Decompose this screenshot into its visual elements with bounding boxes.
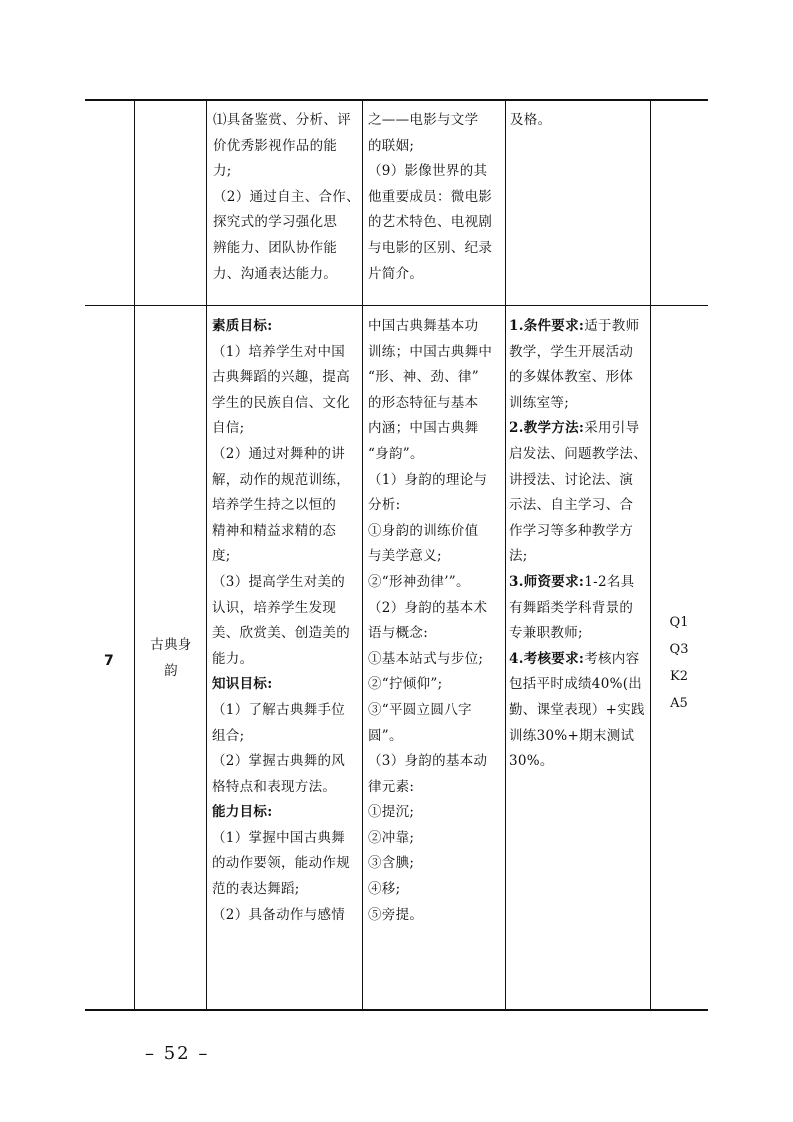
row7-requirements (509, 314, 647, 775)
content-line: ①身韵的训练价值 (368, 522, 479, 539)
objective-line: 知识目标: (212, 676, 273, 693)
requirement-heading: 1.条件要求: (509, 318, 585, 334)
content-line: 训练；中国古典舞中 (368, 343, 493, 360)
content-line: 圆”。 (368, 727, 403, 744)
requirement-line (509, 621, 647, 647)
objective-line: 培养学生持之以恒的 (212, 497, 337, 514)
content-line: （3）身韵的基本动 (368, 753, 488, 770)
objective-line: （3）提高学生对美的 (212, 573, 346, 590)
objective-line: 范的表达舞蹈; (212, 881, 300, 898)
requirement-line (509, 416, 647, 442)
objective-line: 组合; (212, 727, 245, 744)
requirement-text: 采用引导 (584, 420, 640, 437)
requirement-line (509, 519, 647, 545)
objective-line: 能力。 (212, 650, 254, 667)
content-line: ①基本站式与步位; (368, 650, 484, 667)
row-number: 7 (104, 653, 114, 669)
column-divider (134, 100, 135, 1010)
objective-line: 探究式的学习强化思 (213, 214, 338, 231)
content-line: 语与概念: (368, 625, 429, 642)
objective-line: 力、沟通表达能力。 (213, 265, 338, 282)
objective-line: （2）具备动作与感情 (212, 906, 346, 923)
requirement-heading: 3.师资要求: (509, 573, 585, 590)
course-name (141, 633, 201, 684)
requirement-line (509, 391, 647, 417)
objective-line: 度; (212, 548, 231, 565)
requirement-text: 1-2名具 (584, 573, 635, 590)
row-divider (85, 305, 708, 306)
content-line: ②“拧倾仰”; (368, 676, 443, 693)
requirement-text: 勤、课堂表现）+实践 (509, 701, 645, 718)
course-name-line: 古典身 (150, 637, 192, 653)
objective-line: 能力目标: (212, 804, 273, 821)
content-line: “身韵”。 (368, 445, 424, 462)
content-line: ①提沉; (368, 804, 415, 821)
requirement-line (509, 749, 647, 775)
objective-line: 古典舞蹈的兴趣，提高 (212, 369, 350, 386)
requirement-line (509, 570, 647, 596)
requirement-text: 的多媒体教室、形体 (509, 369, 634, 386)
requirement-text: 作学习等多种教学方 (509, 522, 634, 539)
requirement-text: 训练30%+期末测试 (509, 727, 635, 744)
content-line: 中国古典舞基本功 (368, 318, 479, 334)
content-line: 的形态特征与基本 (368, 394, 479, 411)
requirement-text: 30%。 (509, 753, 554, 770)
content-line: （9）影像世界的其 (368, 163, 488, 180)
competency-code: Q3 (669, 642, 689, 657)
competency-code: K2 (670, 669, 688, 684)
requirement-text: 教学，学生开展活动 (509, 343, 634, 360)
content-line: 分析: (368, 497, 401, 514)
content-line: 之——电影与文学 (368, 112, 479, 128)
objective-line: 解，动作的规范训练， (212, 471, 350, 488)
content-line: 片简介。 (368, 265, 424, 282)
objective-line: （1）掌握中国古典舞 (212, 829, 346, 846)
content-line: “形、神、劲、律” (368, 369, 480, 386)
course-name-line: 韵 (164, 662, 178, 679)
objective-line: ⑴具备鉴赏、分析、评 (213, 112, 351, 128)
content-line: （2）身韵的基本术 (368, 599, 488, 616)
requirement-text: 启发法、问题教学法、 (509, 445, 647, 462)
requirement-line (509, 340, 647, 366)
requirement-line (509, 442, 647, 468)
column-divider (362, 100, 363, 1010)
content-line: 的联姻; (368, 137, 415, 154)
objective-line: （1）培养学生对中国 (212, 343, 346, 360)
content-line: 与电影的区别、纪录 (368, 239, 493, 256)
requirement-line (509, 698, 647, 724)
competency-code: Q1 (669, 615, 689, 630)
objective-line: （1）了解古典舞手位 (212, 701, 346, 718)
requirement-line (509, 365, 647, 391)
top-row-objectives (213, 108, 360, 287)
objective-line: 价优秀影视作品的能 (213, 137, 338, 154)
row7-objectives (212, 314, 350, 928)
requirement-text: 适于教师 (584, 318, 640, 334)
column-divider (206, 100, 207, 1010)
content-line: （1）身韵的理论与 (368, 471, 488, 488)
objective-line: （2）通过对舞种的讲 (212, 445, 346, 462)
requirement-heading: 2.教学方法: (509, 420, 585, 437)
objective-line: （2）掌握古典舞的风 (212, 753, 346, 770)
competency-code: A5 (670, 696, 688, 711)
content-line: ③“平圆立圆八字 (368, 701, 472, 718)
table-top-rule (85, 99, 708, 101)
content-line: 的艺术特色、电视剧 (368, 214, 493, 231)
requirement-text: 讲授法、讨论法、演 (509, 471, 634, 488)
requirement-text: 有舞蹈类学科背景的 (509, 599, 634, 616)
content-line: ⑤旁提。 (368, 906, 424, 923)
objective-line: 素质目标: (212, 318, 273, 334)
competency-codes (651, 609, 707, 717)
content-line: 与美学意义; (368, 548, 442, 565)
content-line: 内涵；中国古典舞 (368, 420, 479, 437)
table-bottom-rule (85, 1009, 708, 1011)
objective-line: （2）通过自主、合作、 (213, 188, 360, 205)
requirement-text: 示法、自主学习、合 (509, 497, 634, 514)
content-line: ②“形神劲律’”。 (368, 573, 470, 590)
content-line: 律元素: (368, 778, 415, 795)
requirement-line (509, 672, 647, 698)
content-line: ③含腆; (368, 855, 415, 872)
requirement-heading: 4.考核要求: (509, 650, 585, 667)
objective-line: 力; (213, 163, 232, 180)
requirement-line: 及格。 (510, 112, 552, 128)
requirement-text: 考核内容 (584, 650, 640, 667)
objective-line: 格特点和表现方法。 (212, 778, 337, 795)
content-line: ④移; (368, 881, 401, 898)
column-divider (650, 100, 651, 1010)
requirement-line (509, 724, 647, 750)
objective-line: 的动作要领，能动作规 (212, 855, 350, 872)
requirement-text: 专兼职教师; (509, 625, 583, 642)
objective-line: 学生的民族自信、文化 (212, 394, 350, 411)
objective-line: 辨能力、团队协作能 (213, 239, 338, 256)
requirement-line (509, 314, 647, 340)
requirement-text: 包括平时成绩40%(出 (509, 676, 643, 693)
top-row-content (368, 108, 492, 287)
column-divider (505, 100, 506, 1010)
row7-content (368, 314, 492, 928)
requirement-line (509, 596, 647, 622)
objective-line: 认识，培养学生发现 (212, 599, 337, 616)
objective-line: 自信; (212, 420, 245, 437)
requirement-text: 法; (509, 548, 528, 565)
requirement-line (509, 544, 647, 570)
objective-line: 美、欣赏美、创造美的 (212, 625, 350, 642)
requirement-line (509, 493, 647, 519)
content-line: ②冲靠; (368, 829, 415, 846)
objective-line: 精神和精益求精的态 (212, 522, 337, 539)
requirement-line (509, 468, 647, 494)
requirement-line (509, 647, 647, 673)
content-line: 他重要成员：微电影 (368, 188, 493, 205)
top-row-requirements (510, 108, 551, 134)
requirement-text: 训练室等; (509, 394, 570, 411)
page-number: – 52 – (145, 1043, 210, 1064)
